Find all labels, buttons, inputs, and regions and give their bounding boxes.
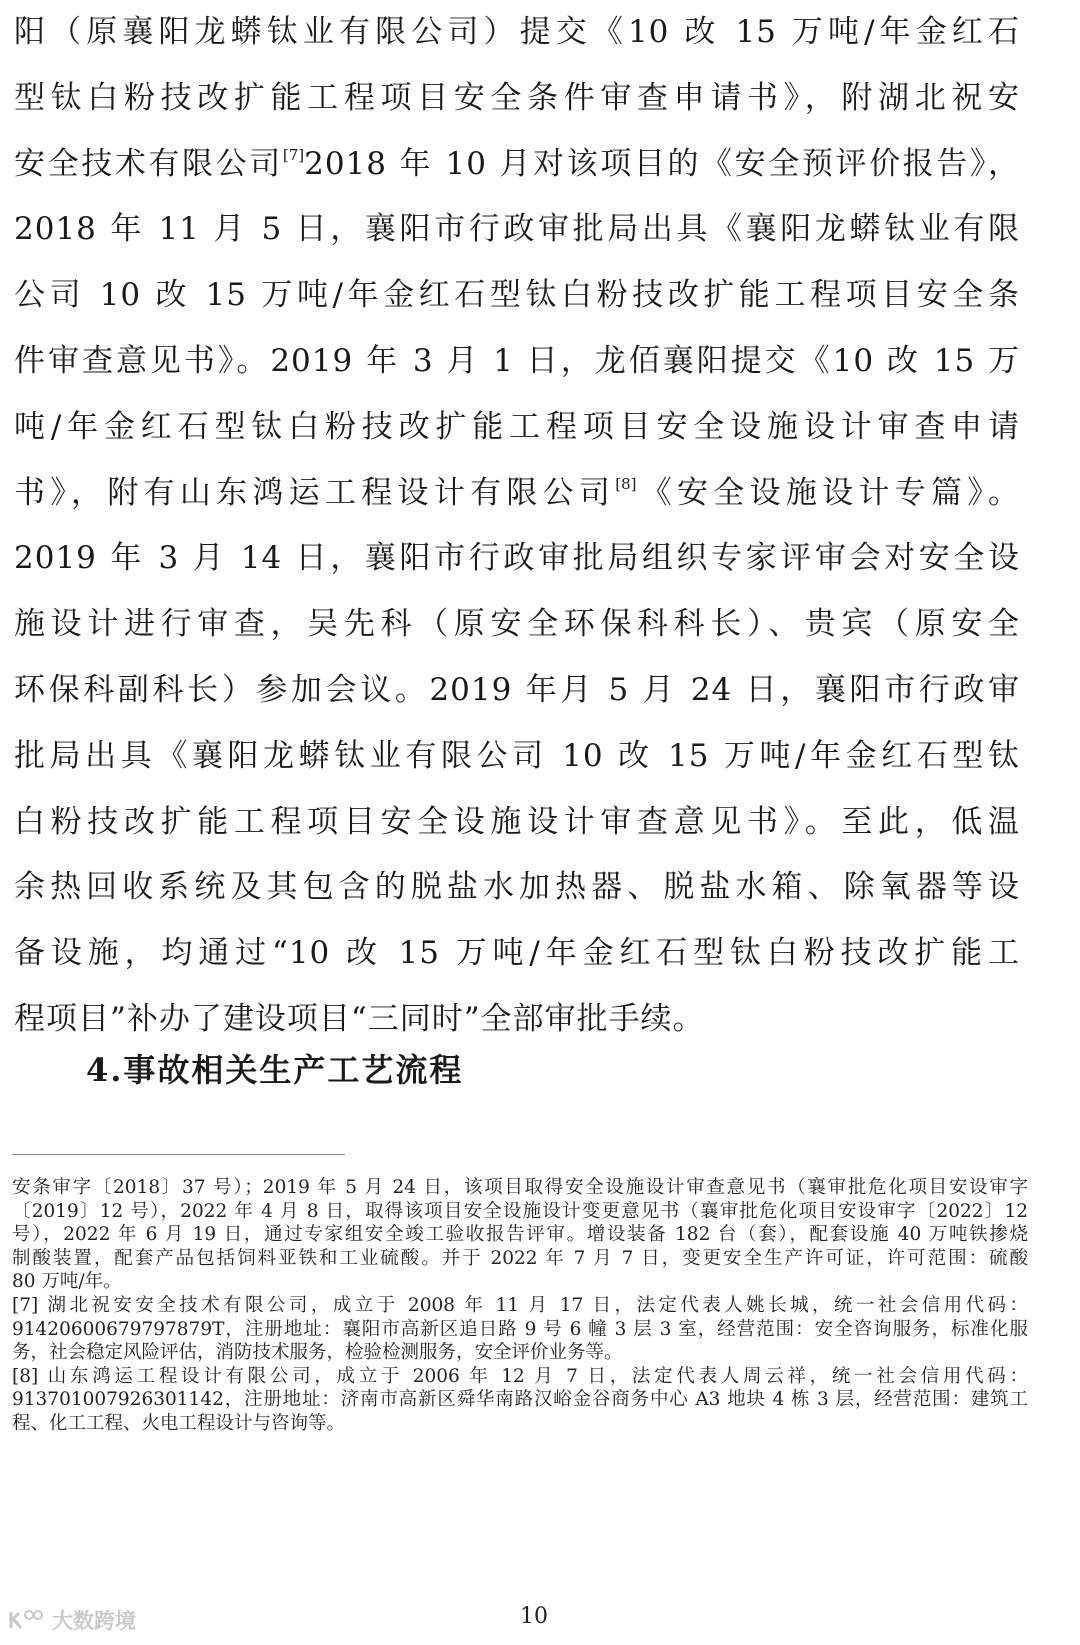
footnote-line: 号），2022 年 6 月 19 日，通过专家组安全竣工验收报告评审。增设装备 182 台（套），配套设施 40 万吨铁掺烧	[12, 1224, 1028, 1246]
body-line	[14, 461, 1020, 527]
body-text-segment: 安全技术有限公司	[14, 145, 283, 182]
footnote-line: 安条审字〔2018〕37 号）；2019 年 5 月 24 日，该项目取得安全设施设计审查意见书（襄审批危化项目安设审字	[12, 1177, 1028, 1198]
watermark-text: 大数跨境	[52, 1609, 136, 1633]
footnotes	[12, 1176, 1028, 1436]
body-line: 施设计进行审查，吴先科（原安全环保科科长）、贵宾（原安全	[14, 606, 1020, 643]
body-line: 阳（原襄阳龙蟒钛业有限公司）提交《10 改 15 万吨/年金红石	[14, 14, 1020, 50]
body-line: 2019 年 3 月 14 日，襄阳市行政审批局组织专家评审会对安全设	[14, 540, 1020, 577]
footnote-7: [7] 湖北祝安安全技术有限公司，成立于 2008 年 11 月 17 日，法定代表人姚长城，统一社会信用代码：	[12, 1294, 1028, 1316]
footnote-divider	[12, 1154, 345, 1155]
body-line: 吨/年金红石型钛白粉技改扩能工程项目安全设施设计审查申请	[14, 408, 1020, 445]
body-line: 余热回收系统及其包含的脱盐水加热器、脱盐水箱、除氧器等设	[14, 869, 1020, 906]
body-line: 备设施，均通过“10 改 15 万吨/年金红石型钛白粉技改扩能工	[14, 935, 1020, 972]
watermark	[8, 1605, 136, 1635]
footnote-line: 制酸装置，配套产品包括饲料亚铁和工业硫酸。并于 2022 年 7 月 7 日，变更安全生产许可证，许可范围：硫酸	[12, 1247, 1028, 1269]
body-text-segment: 2018 年 10 月对该项目的《安全预评价报告》，	[304, 145, 1020, 182]
page-number: 10	[520, 1604, 548, 1629]
body-line: 件审查意见书》。2019 年 3 月 1 日，龙佰襄阳提交《10 改 15 万	[14, 342, 1020, 379]
body-line: 环保科副科长）参加会议。2019 年月 5 月 24 日，襄阳市行政审	[14, 671, 1020, 708]
body-text-segment: 《安全设施设计专篇》。	[636, 474, 1021, 511]
footnote-ref-7[interactable]: [7]	[282, 145, 305, 164]
footnote-line: 务，社会稳定风险评估，消防技术服务，检验检测服务，安全评价业务等。	[12, 1342, 623, 1364]
section-heading: 4.事故相关生产工艺流程	[86, 1051, 464, 1089]
footnote-line: 913701007926301142，注册地址：济南市高新区舜华南路汉峪金谷商务中心 A3 地块 4 栋 3 层，经营范围：建筑工	[12, 1389, 1028, 1411]
footnote-line: 91420600679797879T，注册地址：襄阳市高新区追日路 9 号 6 幢 3 层 3 室，经营范围：安全咨询服务，标准化服	[12, 1318, 1028, 1340]
body-line: 程项目”补办了建设项目“三同时”全部审批手续。	[14, 1000, 705, 1037]
footnote-line: 80 万吨/年。	[12, 1271, 122, 1293]
body-line: 白粉技改扩能工程项目安全设施设计审查意见书》。至此，低温	[14, 803, 1020, 840]
body-text	[14, 0, 1020, 1053]
body-text-segment: 书》，附有山东鸿运工程设计有限公司	[14, 474, 616, 511]
footnote-line: 程、化工工程、火电工程设计与咨询等。	[12, 1412, 346, 1434]
body-line: 批局出具《襄阳龙蟒钛业有限公司 10 改 15 万吨/年金红石型钛	[14, 737, 1020, 774]
footnote-ref-8[interactable]: [8]	[615, 474, 637, 493]
footnote-8: [8] 山东鸿运工程设计有限公司，成立于 2006 年 12 月 7 日，法定代表人周云祥，统一社会信用代码：	[12, 1365, 1028, 1387]
body-line	[14, 132, 1020, 198]
watermark-logo-icon	[8, 1608, 44, 1632]
body-line: 2018 年 11 月 5 日，襄阳市行政审批局出具《襄阳龙蟒钛业有限	[14, 211, 1020, 248]
body-line: 公司 10 改 15 万吨/年金红石型钛白粉技改扩能工程项目安全条	[14, 277, 1020, 314]
footnote-line: 〔2019〕12 号），2022 年 4 月 8 日，取得该项目安全设施设计变更意见书（襄审批危化项目安设审字〔2022〕12	[12, 1200, 1028, 1222]
body-line: 型钛白粉技改扩能工程项目安全条件审查申请书》，附湖北祝安	[14, 79, 1020, 116]
